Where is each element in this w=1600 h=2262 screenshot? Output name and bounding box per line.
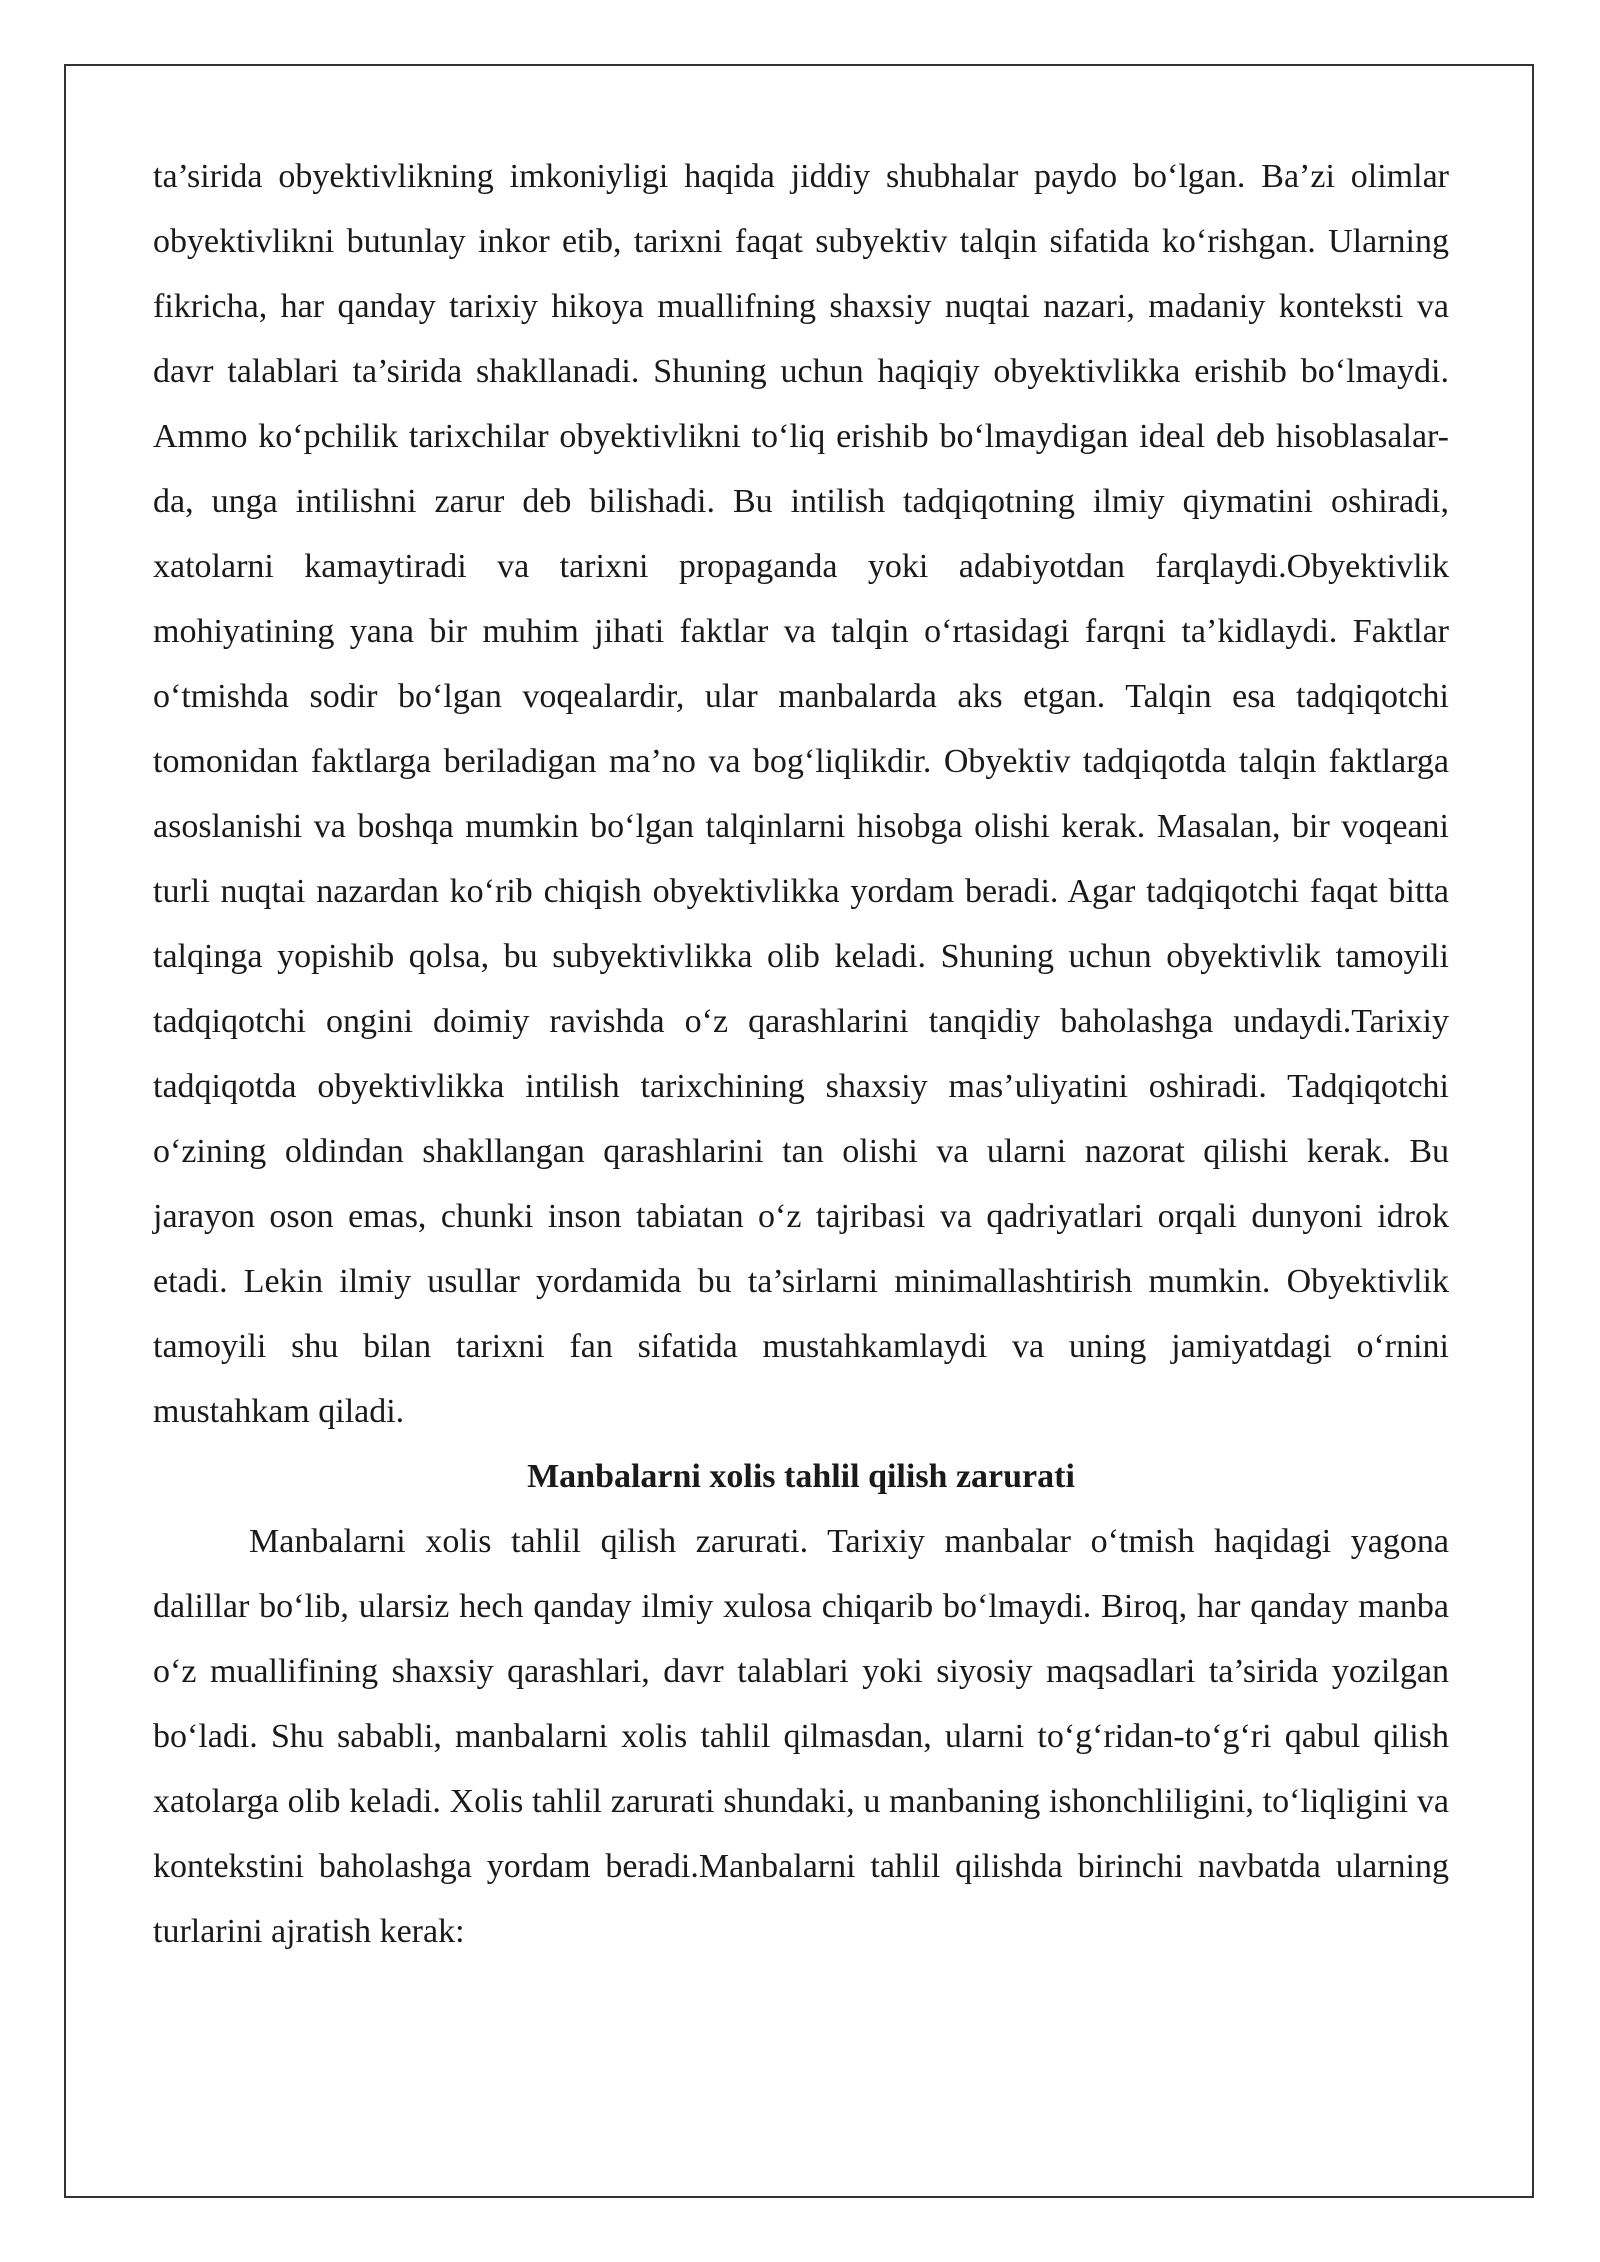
body-paragraph-1: ta’sirida obyektivlikning imkoniyligi haqida jiddiy shubhalar paydo bo‘lgan. Ba’zi olimlar obyektivlikni butunlay inkor etib, tarixni faqat subyektiv talqin sifatida ko‘rishgan. Ularning fikricha, har qanday tarixiy hikoya muallifning shaxsiy nuqtai nazari, madaniy konteksti va davr talablari ta’sirida shakllanadi. Shuning uchun haqiqiy obyektivlikka erishib bo‘lmaydi. Ammo ko‘pchilik tarixchilar obyektivlikni to‘liq erishib bo‘lmaydigan ideal deb hisoblasalar-da, unga intilishni zarur deb bilishadi. Bu intilish tadqiqotning ilmiy qiymatini oshiradi, xatolarni kamaytiradi va tarixni propaganda yoki adabiyotdan farqlaydi.Obyektivlik mohiyatining yana bir muhim jihati faktlar va talqin o‘rtasidagi farqni ta’kidlaydi. Faktlar o‘tmishda sodir bo‘lgan voqealardir, ular manbalarda aks etgan. Talqin esa tadqiqotchi tomonidan faktlarga beriladigan ma’no va bog‘liqlikdir. Obyektiv tadqiqotda talqin faktlarga asoslanishi va boshqa mumkin bo‘lgan talqinlarni hisobga olishi kerak. Masalan, bir voqeani turli nuqtai nazardan ko‘rib chiqish obyektivlikka yordam beradi. Agar tadqiqotchi faqat bitta talqinga yopishib qolsa, bu subyektivlikka olib keladi. Shuning uchun obyektivlik tamoyili tadqiqotchi ongini doimiy ravishda o‘z qarashlarini tanqidiy baholashga undaydi.Tarixiy tadqiqotda obyektivlikka intilish tarixchining shaxsiy mas’uliyatini oshiradi. Tadqiqotchi o‘zining oldindan shakllangan qarashlarini tan olishi va ularni nazorat qilishi kerak. Bu jarayon oson emas, chunki inson tabiatan o‘z tajribasi va qadriyatlari orqali dunyoni idrok etadi. Lekin ilmiy usullar yordamida bu ta’sirlarni minimallashtirish mumkin. Obyektivlik tamoyili shu bilan tarixni fan sifatida mustahkamlaydi va uning jamiyatdagi o‘rnini mustahkam qiladi. bbox=[153, 158, 1449, 1430]
body-paragraph-2: Manbalarni xolis tahlil qilish zarurati. Tarixiy manbalar o‘tmish haqidagi yagona dalillar bo‘lib, ularsiz hech qanday ilmiy xulosa chiqarib bo‘lmaydi. Biroq, har qanday manba o‘z muallifining shaxsiy qarashlari, davr talablari yoki siyosiy maqsadlari ta’sirida yozilgan bo‘ladi. Shu sababli, manbalarni xolis tahlil qilmasdan, ularni to‘g‘ridan-to‘g‘ri qabul qilish xatolarga olib keladi. Xolis tahlil zarurati shundaki, u manbaning ishonchliligini, to‘liqligini va kontekstini baholashga yordam beradi.Manbalarni tahlil qilishda birinchi navbatda ularning turlarini ajratish kerak: bbox=[153, 1523, 1449, 1950]
section-heading: Manbalarni xolis tahlil qilish zarurati bbox=[527, 1458, 1075, 1495]
document-body bbox=[153, 144, 1449, 1964]
